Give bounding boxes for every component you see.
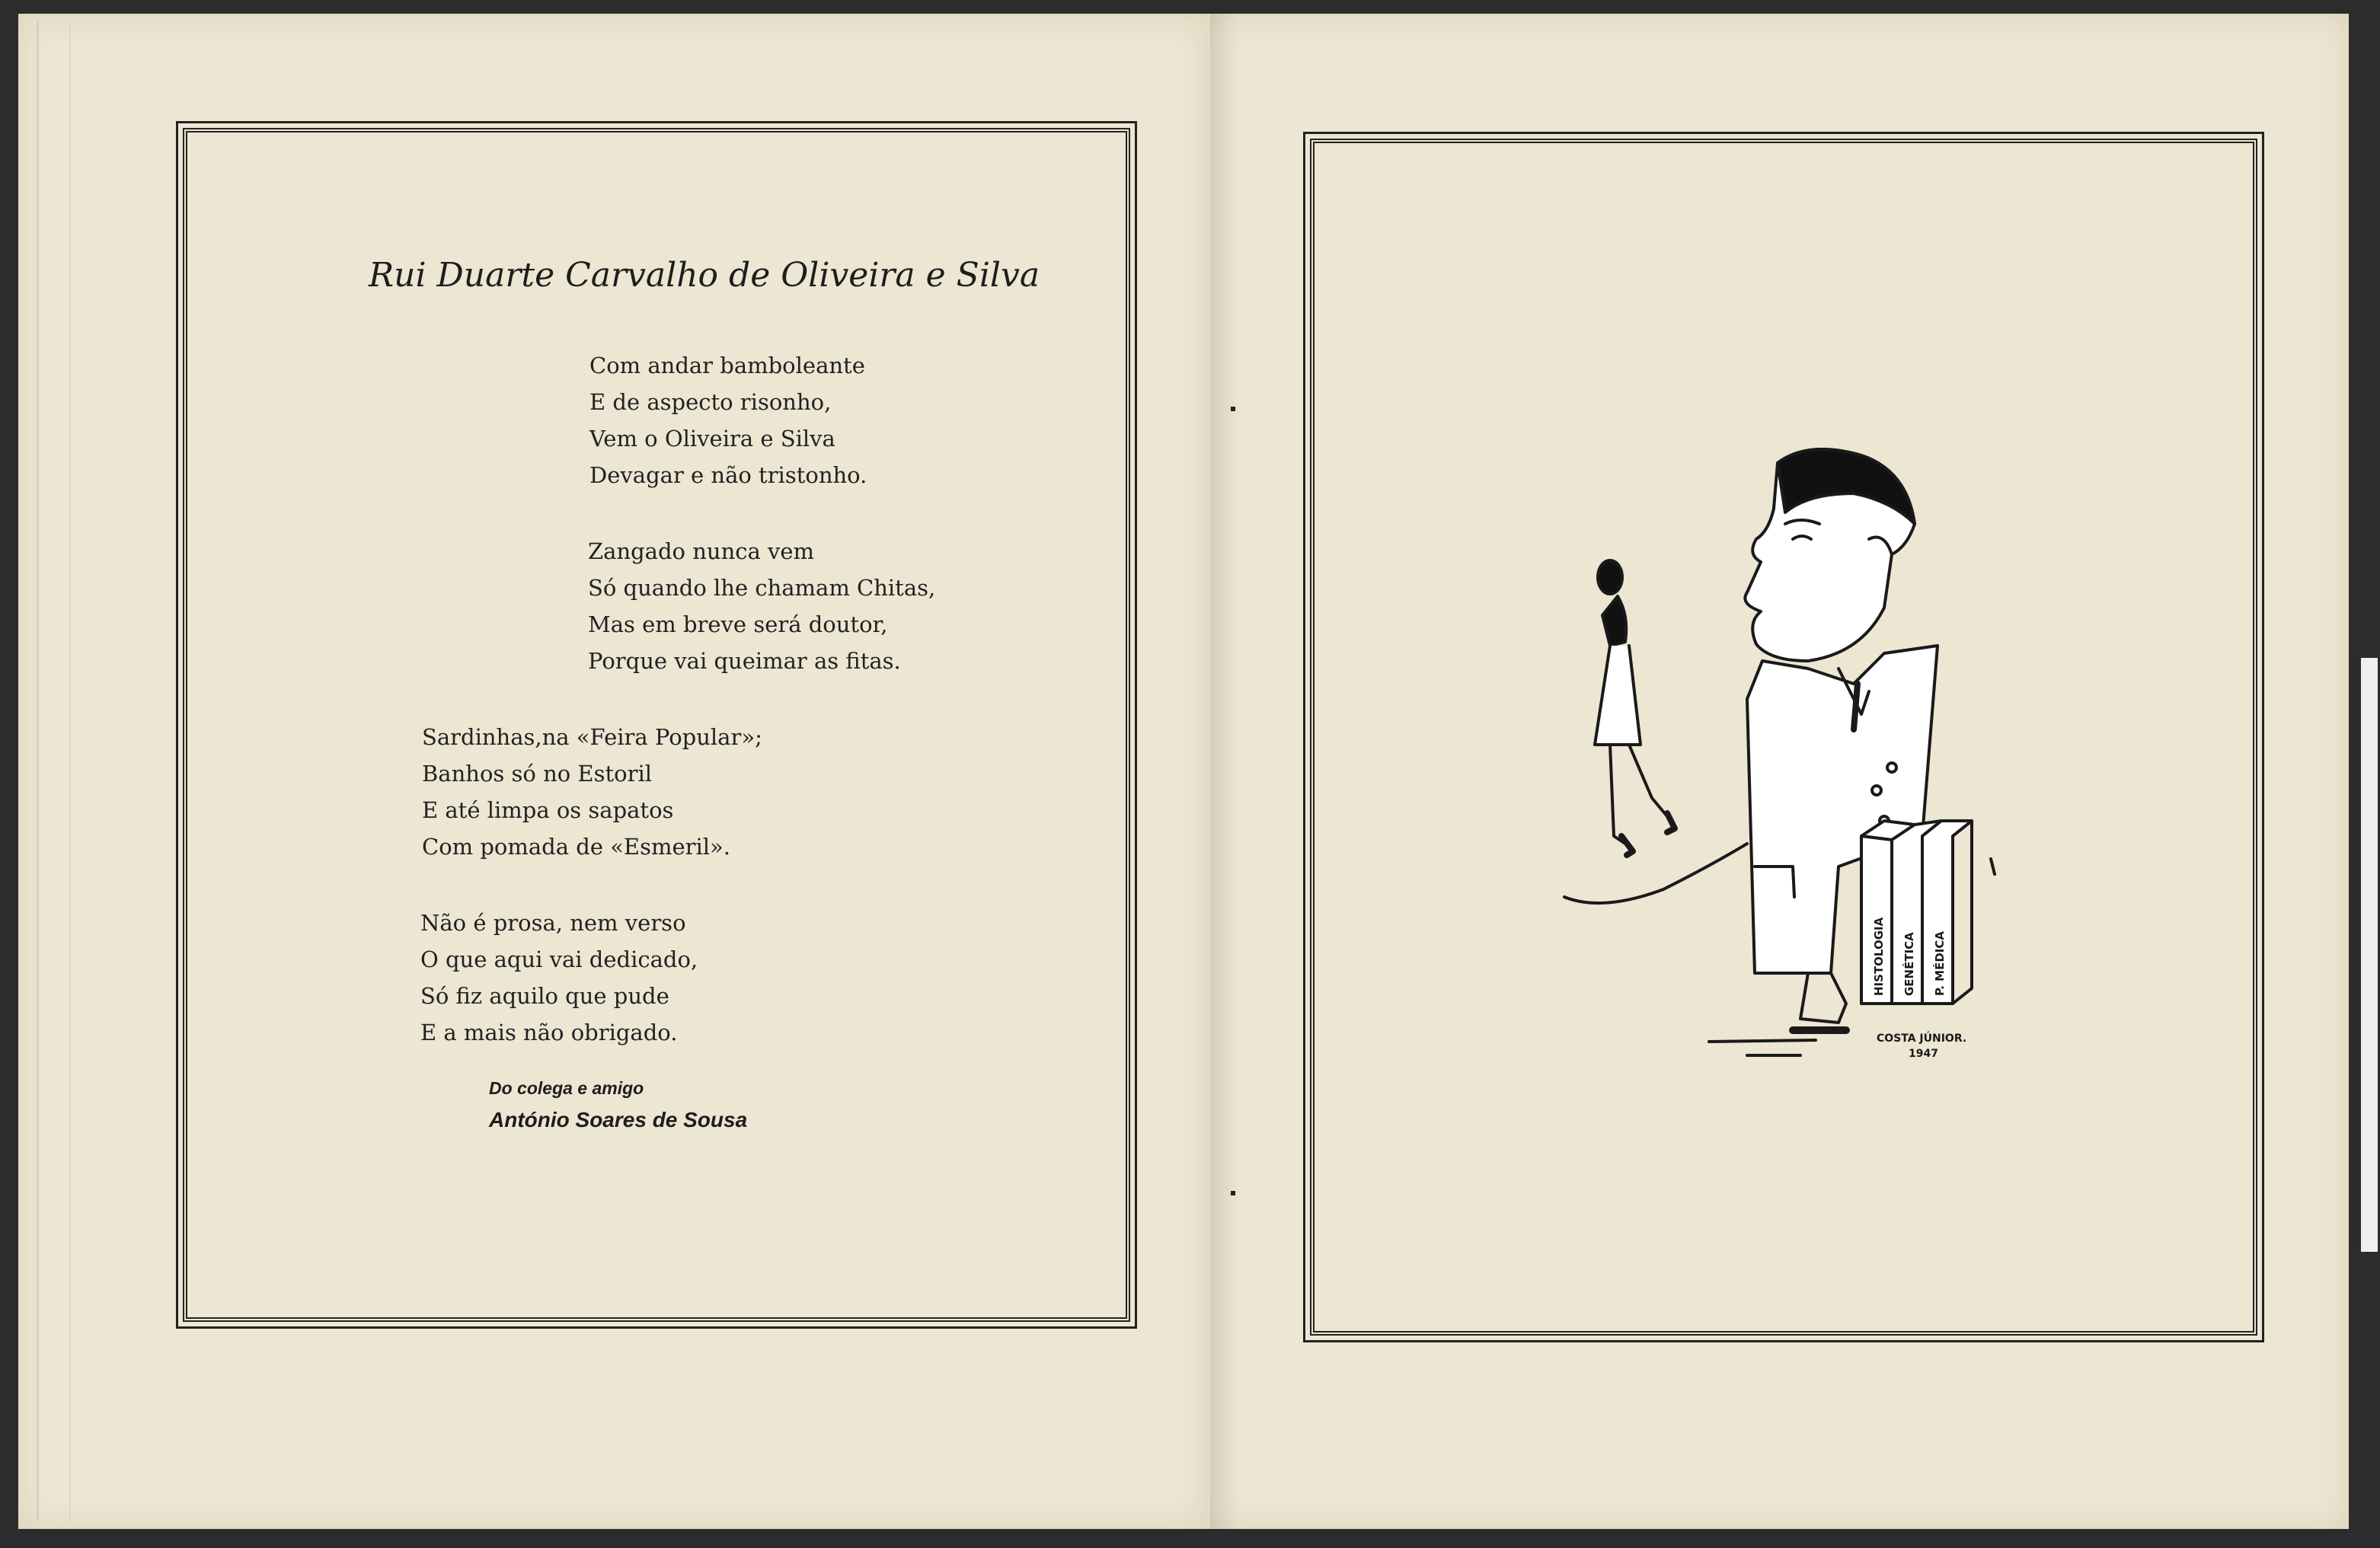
binding-staple xyxy=(1231,407,1235,411)
poem-title: Rui Duarte Carvalho de Oliveira e Silva xyxy=(369,256,1040,295)
poem-line: Sardinhas,na «Feira Popular»; xyxy=(422,724,762,750)
binding-staple xyxy=(1231,1191,1235,1195)
book-gutter xyxy=(1210,14,1241,1529)
signature-name: António Soares de Sousa xyxy=(489,1108,748,1131)
scale-ruler xyxy=(2361,658,2378,1252)
artist-year: 1947 xyxy=(1909,1048,1938,1060)
book-title-genetica: GENÉTICA xyxy=(1902,932,1916,996)
poem-line: O que aqui vai dedicado, xyxy=(420,946,698,972)
poem-line: Com pomada de «Esmeril». xyxy=(422,834,731,860)
poem-line: Mas em breve será doutor, xyxy=(588,611,888,637)
book-title-p-medica: P. MÉDICA xyxy=(1933,931,1947,996)
stanza-2 xyxy=(588,533,935,679)
poem-line: Vem o Oliveira e Silva xyxy=(589,426,835,452)
book-title-histologia: HISTOLOGIA xyxy=(1872,917,1886,996)
poem-line: E de aspecto risonho, xyxy=(589,389,832,415)
poem-line: Zangado nunca vem xyxy=(588,538,815,564)
page-edges xyxy=(37,21,71,1521)
book-spread xyxy=(18,14,2349,1529)
signature-block xyxy=(489,1078,747,1132)
artist-signature: COSTA JÚNIOR. xyxy=(1877,1033,1967,1045)
stanza-3 xyxy=(422,719,762,865)
poem-line: Banhos só no Estoril xyxy=(422,761,653,787)
poem-line: E até limpa os sapatos xyxy=(422,797,674,823)
stanza-4 xyxy=(420,905,698,1051)
poem-line: Porque vai queimar as fitas. xyxy=(588,648,901,674)
poem-line: E a mais não obrigado. xyxy=(420,1020,678,1045)
caricature-illustration xyxy=(1557,440,2029,1080)
signature-dedication: Do colega e amigo xyxy=(489,1078,644,1098)
stanza-1 xyxy=(589,347,867,493)
poem-line: Só quando lhe chamam Chitas, xyxy=(588,575,936,601)
poem-line: Com andar bamboleante xyxy=(589,353,865,378)
poem-line: Devagar e não tristonho. xyxy=(589,462,867,488)
poem-line: Só fiz aquilo que pude xyxy=(420,983,669,1009)
poem-line: Não é prosa, nem verso xyxy=(420,910,686,936)
